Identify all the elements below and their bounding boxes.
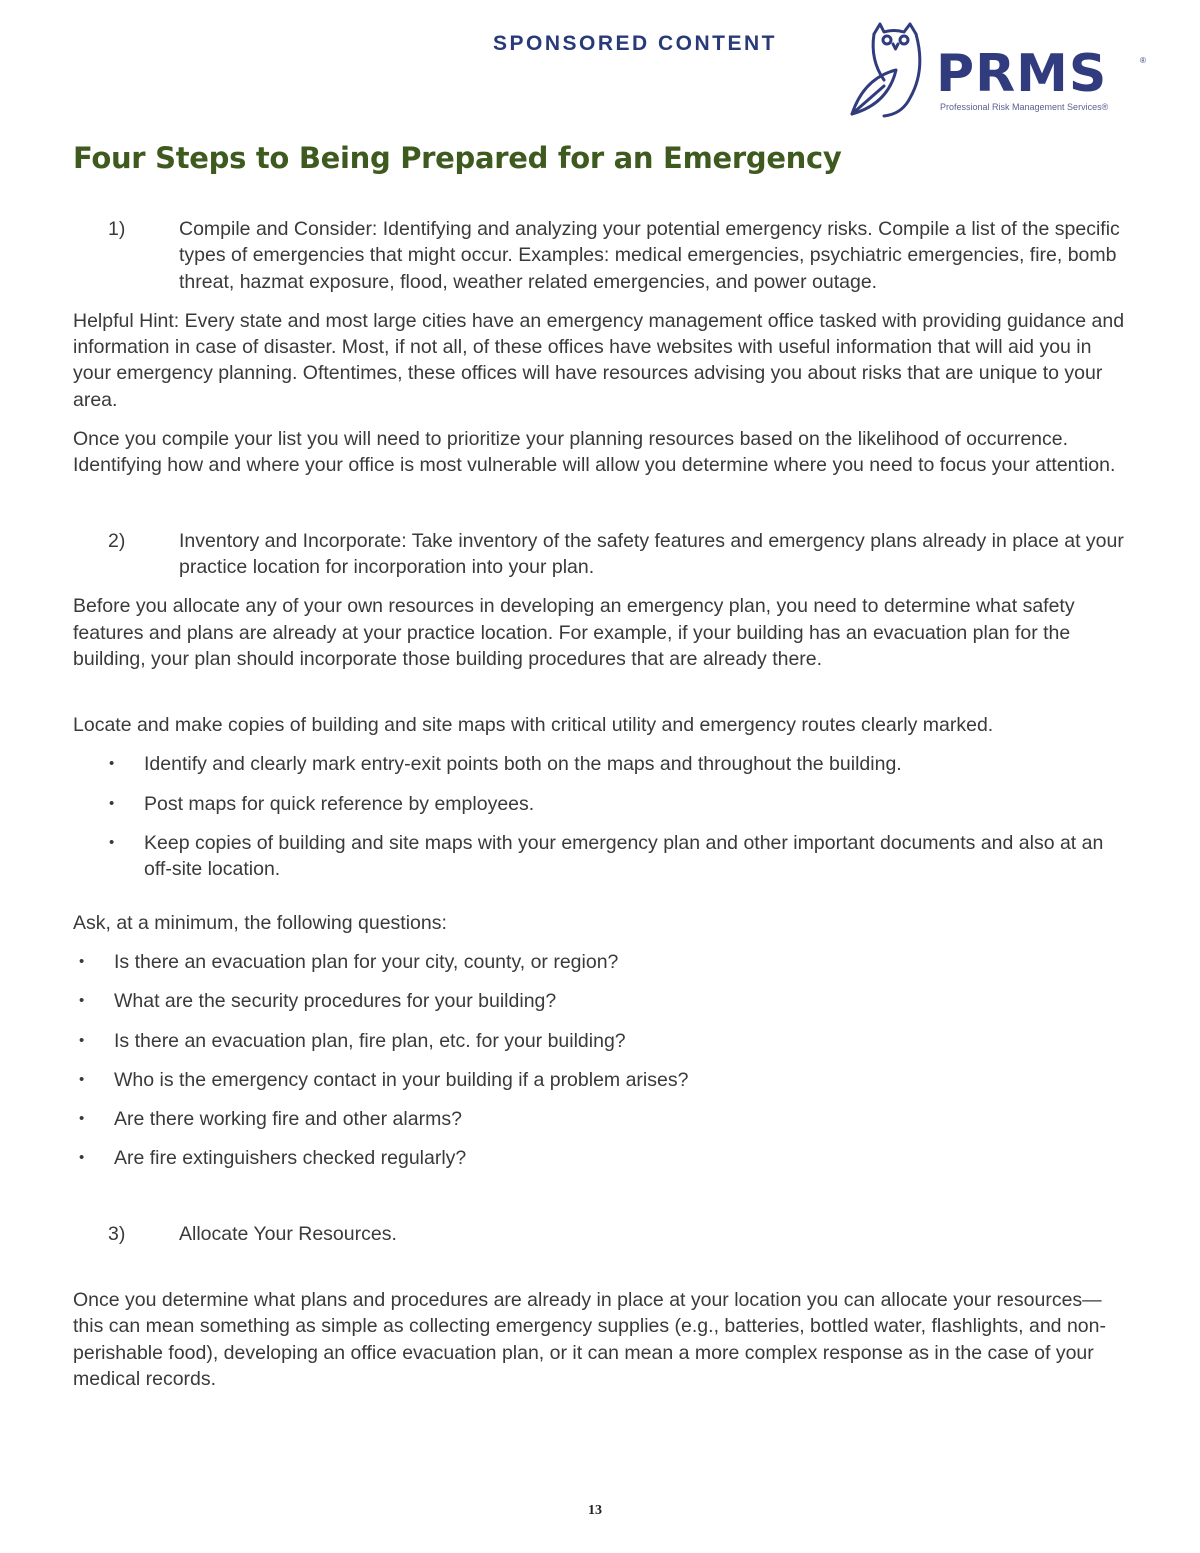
bullet-icon: • bbox=[79, 1031, 85, 1049]
logo-wordmark: PRMS bbox=[936, 44, 1108, 104]
bullet-icon: • bbox=[79, 1149, 85, 1167]
step-3-paragraph: Once you determine what plans and procedures are already in place at your location you can allocate your resources—this can mean something as simple as collecting emergency supplies (e.g., batteries, bottled water, flashlights, and non-perishable food), developing an office evacuation plan, or it can mean a more complex response as in the case of your medical records. bbox=[73, 1289, 1106, 1390]
bullet-icon: • bbox=[79, 1070, 85, 1088]
step-number: 3) bbox=[108, 1222, 126, 1245]
bullet-icon: • bbox=[79, 1110, 85, 1128]
bullet-icon: • bbox=[109, 755, 115, 773]
list-item: • Is there an evacuation plan for your city, county, or region? bbox=[73, 949, 1131, 975]
list-item: • Post maps for quick reference by employees. bbox=[73, 791, 1131, 817]
step-text: Allocate Your Resources. bbox=[179, 1222, 397, 1245]
step-text: Compile and Consider: Identifying and analyzing your potential emergency risks. Compile a list of the specific types of emergencies that might occur. Examples: medical emergencies, psychiatric emergencies, fire, bomb threat, hazmat exposure, flood, weather related emergencies, and power outage. bbox=[179, 218, 1120, 293]
list-item: • Identify and clearly mark entry-exit points both on the maps and throughout the building. bbox=[73, 751, 1131, 777]
list-item: • What are the security procedures for your building? bbox=[73, 988, 1131, 1014]
step-2 bbox=[73, 528, 1131, 581]
bullet-icon: • bbox=[79, 992, 85, 1010]
list-item: • Are there working fire and other alarms? bbox=[73, 1106, 1131, 1132]
prms-logo bbox=[844, 20, 1149, 122]
page-title: Four Steps to Being Prepared for an Emergency bbox=[73, 141, 842, 175]
maps-bullet-list bbox=[73, 751, 1131, 882]
bullet-icon: • bbox=[109, 834, 115, 852]
article-body bbox=[73, 216, 1131, 1405]
helpful-hint-paragraph: Helpful Hint: Every state and most large cities have an emergency management office tasked with providing guidance and information in case of disaster. Most, if not all, of these offices have websites with useful information that will aid you in your emergency planning. Oftentimes, these offices will have resources advising you about risks that are unique to your area. bbox=[73, 309, 1125, 411]
bullet-icon: • bbox=[79, 952, 85, 970]
page-number: 13 bbox=[588, 1503, 602, 1518]
prioritize-paragraph: Once you compile your list you will need to prioritize your planning resources based on the likelihood of occurrence. Identifying how and where your office is most vulnerable will allow you determine where you need to focus your attention. bbox=[73, 428, 1116, 477]
list-item: • Is there an evacuation plan, fire plan, etc. for your building? bbox=[73, 1028, 1131, 1054]
list-item: • Who is the emergency contact in your building if a problem arises? bbox=[73, 1067, 1131, 1093]
step-3 bbox=[73, 1221, 1131, 1247]
list-item: • Keep copies of building and site maps with your emergency plan and other important documents and also at an off-site location. bbox=[73, 830, 1131, 883]
step-number: 1) bbox=[108, 218, 126, 240]
list-item: • Are fire extinguishers checked regularly? bbox=[73, 1145, 1131, 1171]
logo-tagline: Professional Risk Management Services® bbox=[940, 102, 1109, 112]
sponsored-content-label: SPONSORED CONTENT bbox=[492, 32, 778, 55]
questions-intro-paragraph: Ask, at a minimum, the following questions: bbox=[73, 911, 447, 934]
step-number: 2) bbox=[108, 529, 126, 552]
step-1 bbox=[73, 216, 1131, 295]
step-2-paragraph: Before you allocate any of your own resources in developing an emergency plan, you need to determine what safety features and plans are already at your practice location. For example, if your building has an evacuation plan for the building, your plan should incorporate those building procedures that are already there. bbox=[73, 595, 1075, 670]
step-text: Inventory and Incorporate: Take inventory of the safety features and emergency plans already in place at your practice location for incorporation into your plan. bbox=[179, 529, 1124, 578]
questions-bullet-list bbox=[73, 949, 1131, 1172]
maps-intro-paragraph: Locate and make copies of building and site maps with critical utility and emergency routes clearly marked. bbox=[73, 714, 994, 737]
logo-registered-mark: ® bbox=[1140, 56, 1146, 65]
owl-icon bbox=[844, 20, 936, 122]
bullet-icon: • bbox=[109, 794, 115, 812]
